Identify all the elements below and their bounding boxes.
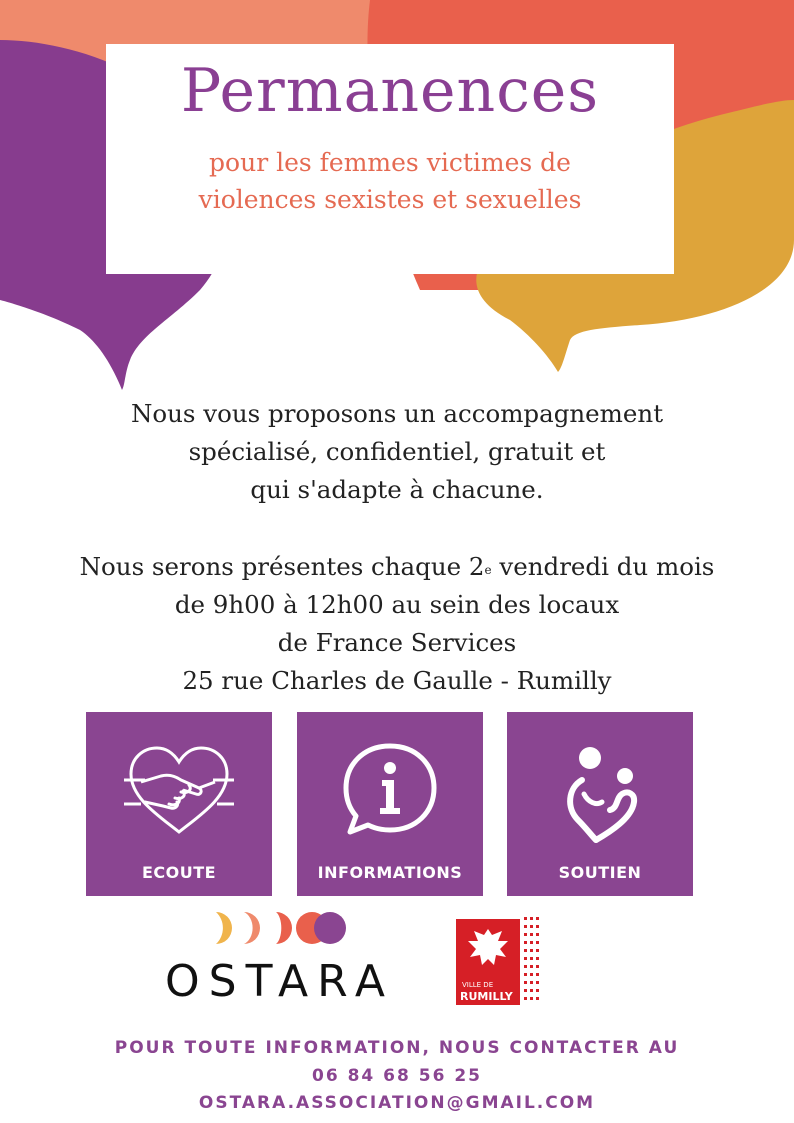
schedule-line-1-b: vendredi du mois bbox=[491, 552, 715, 581]
schedule-line-2: de 9h00 à 12h00 au sein des locaux bbox=[174, 590, 620, 619]
title-box bbox=[106, 44, 674, 274]
info-speech-icon bbox=[330, 736, 450, 846]
intro-line-3: qui s'adapte à chacune. bbox=[250, 475, 544, 504]
card-informations bbox=[297, 712, 483, 896]
subtitle-line-2: violences sexistes et sexuelles bbox=[198, 185, 582, 214]
page-title: Permanences bbox=[180, 56, 600, 126]
schedule-line-1 bbox=[0, 548, 794, 586]
intro-line-1: Nous vous proposons un accompagnement bbox=[130, 399, 664, 428]
subtitle bbox=[106, 144, 674, 218]
rumilly-crest-logo bbox=[450, 913, 542, 1009]
subtitle-line-1: pour les femmes victimes de bbox=[209, 148, 571, 177]
schedule-paragraph bbox=[0, 548, 794, 700]
rumilly-text-name: RUMILLY bbox=[460, 990, 513, 1003]
card-label-ecoute: ECOUTE bbox=[141, 863, 217, 882]
address-line: 25 rue Charles de Gaulle - Rumilly bbox=[182, 666, 612, 695]
contact-line: POUR TOUTE INFORMATION, NOUS CONTACTER AU bbox=[114, 1038, 680, 1058]
contact-phone: 06 84 68 56 25 bbox=[312, 1066, 482, 1086]
rumilly-text-ville: VILLE DE bbox=[462, 981, 494, 989]
card-label-soutien: SOUTIEN bbox=[558, 863, 642, 882]
support-people-icon bbox=[540, 736, 660, 846]
ostara-moon-phases-icon bbox=[210, 910, 350, 946]
schedule-line-3: de France Services bbox=[277, 628, 517, 657]
ostara-logo-text: OSTARA bbox=[165, 956, 395, 1007]
card-soutien bbox=[507, 712, 693, 896]
schedule-line-1-a: Nous serons présentes chaque 2 bbox=[79, 552, 485, 581]
intro-line-2: spécialisé, confidentiel, gratuit et bbox=[188, 437, 606, 466]
card-label-informations: INFORMATIONS bbox=[317, 863, 463, 882]
contact-email: OSTARA.ASSOCIATION@GMAIL.COM bbox=[198, 1093, 596, 1113]
ordinal-superscript: e bbox=[484, 563, 492, 577]
heart-handshake-icon bbox=[119, 736, 239, 846]
card-ecoute bbox=[86, 712, 272, 896]
intro-paragraph bbox=[0, 395, 794, 509]
